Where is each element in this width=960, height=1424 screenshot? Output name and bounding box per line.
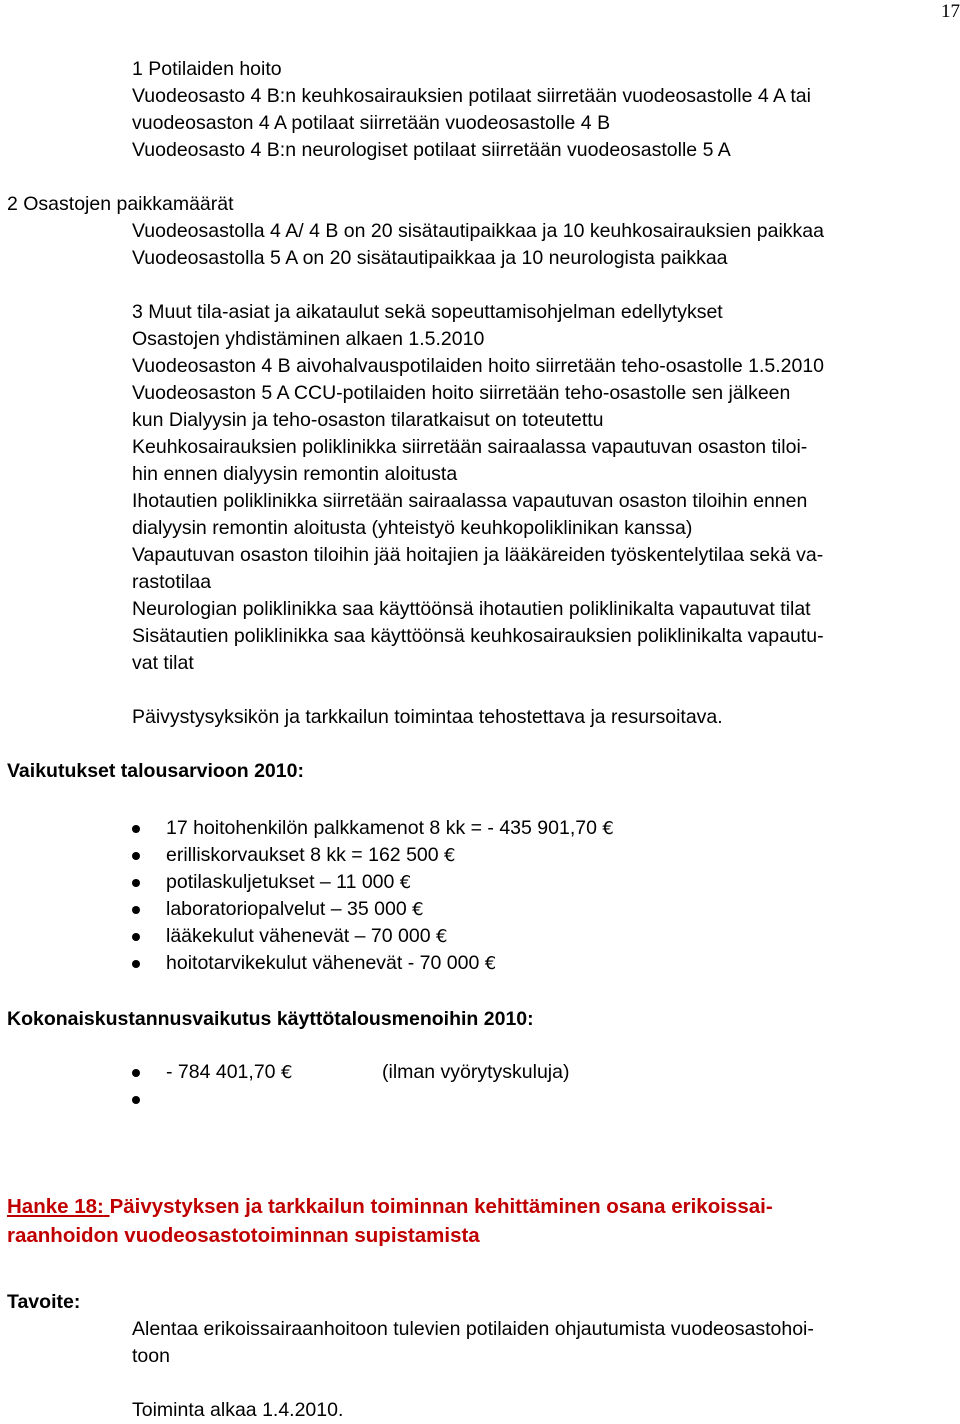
section3-line: kun Dialyysin ja teho-osaston tilaratkaisut on toteutettu xyxy=(132,409,604,431)
bullet-icon xyxy=(132,1069,140,1077)
section3-line: Vuodeosaston 5 A CCU-potilaiden hoito siirretään teho-osastolle sen jälkeen xyxy=(132,382,791,404)
goal-line: Alentaa erikoissairaanhoitoon tulevien potilaiden ohjautumista vuodeosastohoi- xyxy=(132,1318,814,1340)
bullet-icon xyxy=(132,879,140,887)
page-number: 17 xyxy=(941,1,960,22)
total-heading: Kokonaiskustannusvaikutus käyttötalousmenoihin 2010: xyxy=(7,1008,534,1030)
budget-item: lääkekulut vähenevät – 70 000 € xyxy=(166,925,448,947)
bullet-icon xyxy=(132,852,140,860)
budget-item: hoitotarvikekulut vähenevät - 70 000 € xyxy=(166,952,497,974)
goal-label: Tavoite: xyxy=(7,1291,81,1313)
section2-line: Vuodeosastolla 4 A/ 4 B on 20 sisätautipaikkaa ja 10 keuhkosairauksien paikkaa xyxy=(132,220,824,242)
section1-line: vuodeosaston 4 A potilaat siirretään vuodeosastolle 4 B xyxy=(132,112,611,134)
section3-line: Osastojen yhdistäminen alkaen 1.5.2010 xyxy=(132,328,485,350)
section3-line: vat tilat xyxy=(132,652,194,674)
section3-line: dialyysin remontin aloitusta (yhteistyö keuhkopoliklinikan kanssa) xyxy=(132,517,693,539)
bullet-icon xyxy=(132,906,140,914)
section3-heading: 3 Muut tila-asiat ja aikataulut sekä sopeuttamisohjelman edellytykset xyxy=(132,301,723,323)
section3-line: Sisätautien poliklinikka saa käyttöönsä keuhkosairauksien poliklinikalta vapautu- xyxy=(132,625,824,647)
bullet-icon xyxy=(132,825,140,833)
project-title-continued: raanhoidon vuodeosastotoiminnan supistamista xyxy=(7,1224,480,1247)
budget-item: potilaskuljetukset – 11 000 € xyxy=(166,871,412,893)
goal-line: toon xyxy=(132,1345,170,1367)
section3-closing: Päivystysyksikön ja tarkkailun toimintaa tehostettava ja resursoitava. xyxy=(132,706,723,728)
section3-line: Vapautuvan osaston tiloihin jää hoitajien ja lääkäreiden työskentelytilaa sekä va- xyxy=(132,544,824,566)
total-amount: - 784 401,70 € xyxy=(166,1061,293,1083)
budget-item: laboratoriopalvelut – 35 000 € xyxy=(166,898,424,920)
project-label: Hanke 18: xyxy=(7,1195,104,1218)
section3-line: hin ennen dialyysin remontin aloitusta xyxy=(132,463,458,485)
section2-line: Vuodeosastolla 5 A on 20 sisätautipaikkaa ja 10 neurologista paikkaa xyxy=(132,247,728,269)
section3-line: Vuodeosaston 4 B aivohalvauspotilaiden hoito siirretään teho-osastolle 1.5.2010 xyxy=(132,355,825,377)
section3-line: Neurologian poliklinikka saa käyttöönsä ihotautien poliklinikalta vapautuvat tilat xyxy=(132,598,811,620)
section1-heading: 1 Potilaiden hoito xyxy=(132,58,282,80)
section1-line: Vuodeosasto 4 B:n neurologiset potilaat siirretään vuodeosastolle 5 A xyxy=(132,139,731,161)
goal-start: Toiminta alkaa 1.4.2010. xyxy=(132,1399,344,1421)
bullet-icon xyxy=(132,960,140,968)
budget-heading: Vaikutukset talousarvioon 2010: xyxy=(7,760,304,782)
bullet-icon xyxy=(132,1096,140,1104)
section1-line: Vuodeosasto 4 B:n keuhkosairauksien potilaat siirretään vuodeosastolle 4 A tai xyxy=(132,85,811,107)
budget-item: erilliskorvaukset 8 kk = 162 500 € xyxy=(166,844,456,866)
project-title: Hanke 18: Päivystyksen ja tarkkailun toiminnan kehittäminen osana erikoissai- xyxy=(7,1195,773,1218)
budget-item: 17 hoitohenkilön palkkamenot 8 kk = - 435 901,70 € xyxy=(166,817,614,839)
bullet-icon xyxy=(132,933,140,941)
section3-line: rastotilaa xyxy=(132,571,212,593)
section2-heading: 2 Osastojen paikkamäärät xyxy=(7,193,234,215)
total-note: (ilman vyörytyskuluja) xyxy=(382,1061,570,1083)
section3-line: Keuhkosairauksien poliklinikka siirretään sairaalassa vapautuvan osaston tiloi- xyxy=(132,436,808,458)
section3-line: Ihotautien poliklinikka siirretään sairaalassa vapautuvan osaston tiloihin ennen xyxy=(132,490,808,512)
